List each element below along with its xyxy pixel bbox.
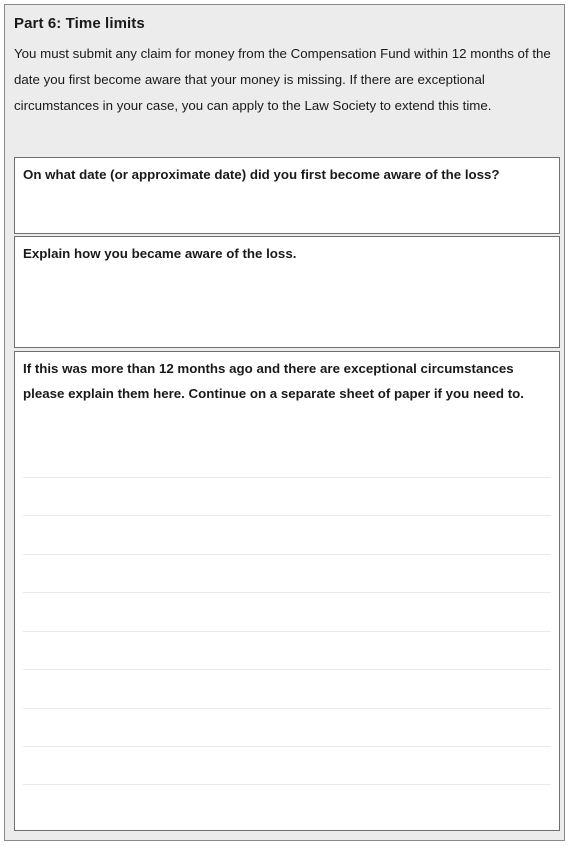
exceptional-circumstances-question: If this was more than 12 months ago and there are exceptional circumstances please explain them here. Continue on a separate sheet of paper if you need to. xyxy=(23,361,524,401)
writing-line xyxy=(23,708,551,709)
time-limits-section xyxy=(4,4,565,841)
date-aware-field[interactable] xyxy=(14,157,560,234)
writing-line xyxy=(23,746,551,747)
date-aware-question: On what date (or approximate date) did you first become aware of the loss? xyxy=(23,167,500,182)
exceptional-circumstances-field[interactable] xyxy=(14,351,560,831)
writing-line xyxy=(23,554,551,555)
writing-line xyxy=(23,669,551,670)
writing-line xyxy=(23,477,551,478)
writing-line xyxy=(23,592,551,593)
writing-line xyxy=(23,631,551,632)
writing-line xyxy=(23,784,551,785)
writing-line xyxy=(23,515,551,516)
section-title: Part 6: Time limits xyxy=(14,15,145,32)
section-intro: You must submit any claim for money from the Compensation Fund within 12 months of the date you first become aware that your money is missing. If there are exceptional circumstances in your case, you can apply to the Law Society to extend this time. xyxy=(14,46,551,113)
how-aware-question: Explain how you became aware of the loss. xyxy=(23,246,297,261)
how-aware-field[interactable] xyxy=(14,236,560,348)
